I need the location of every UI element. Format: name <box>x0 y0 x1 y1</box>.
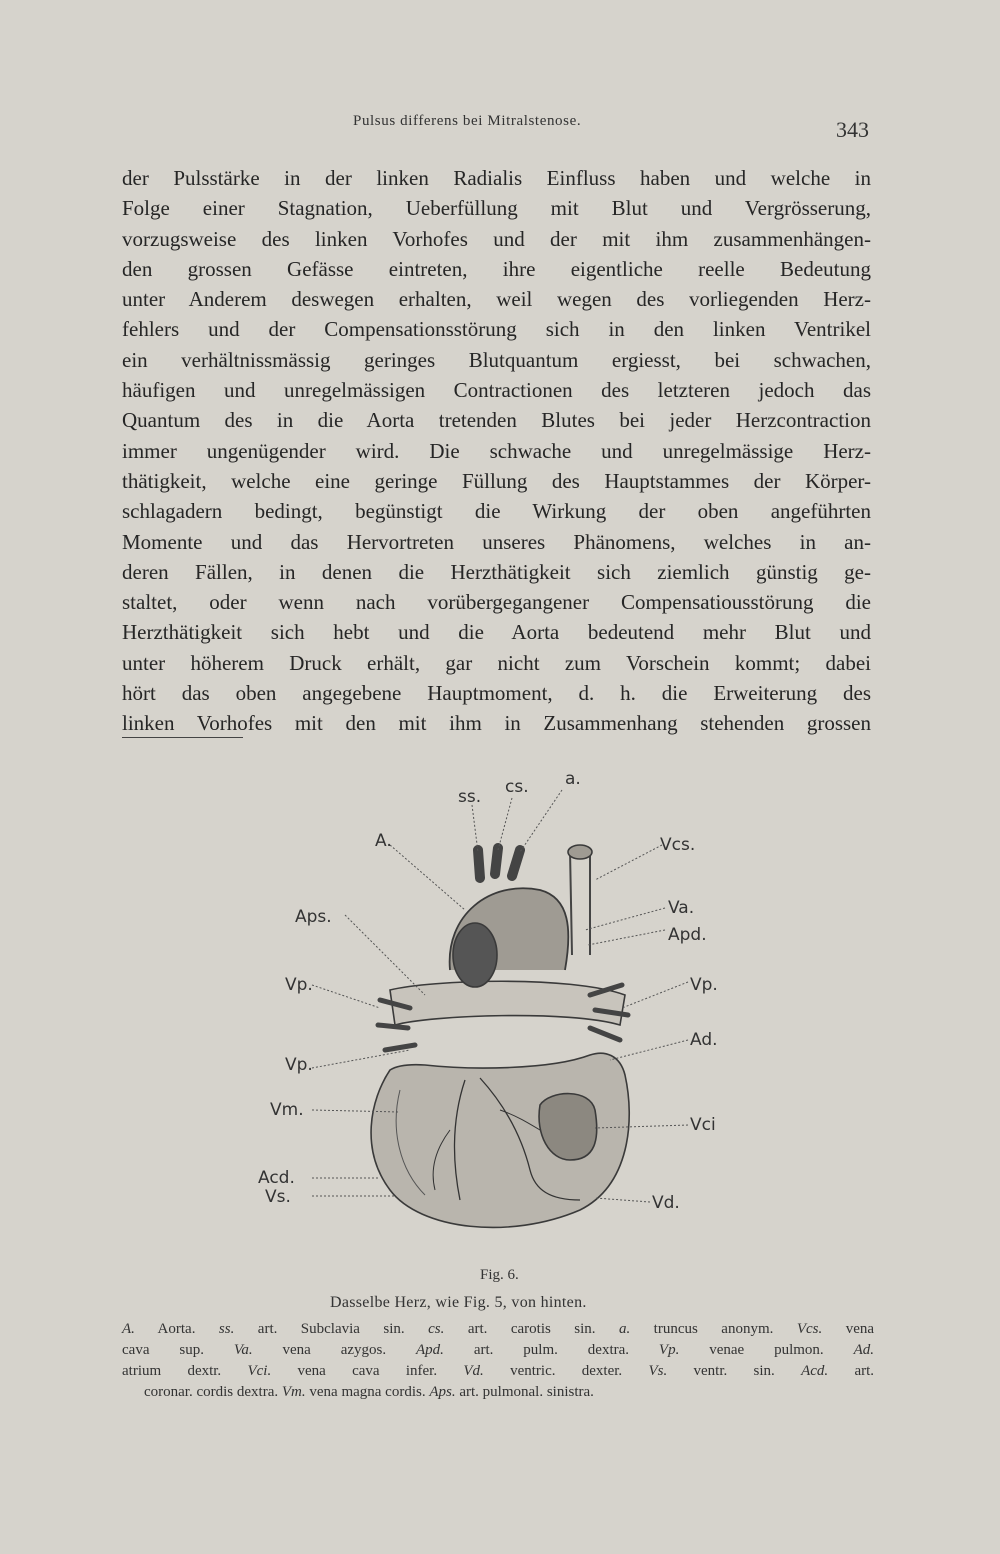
body-line: Folge einer Stagnation, Ueberfüllung mit Blut und Vergrösserung, <box>122 196 871 221</box>
figure-number: Fig. 6. <box>480 1267 519 1283</box>
body-line: Momente und das Hervortreten unseres Phänomens, welches in an- <box>122 529 871 554</box>
label-Aps: Aps. <box>295 907 332 927</box>
legend-abbreviation: Ad. <box>853 1342 874 1358</box>
legend-line <box>122 1361 874 1382</box>
legend-line <box>122 1319 874 1340</box>
label-ss: ss. <box>458 787 482 807</box>
label-Vd: Vd. <box>652 1193 680 1213</box>
legend-abbreviation: Vcs. <box>796 1321 823 1337</box>
figure-legend <box>122 1319 874 1403</box>
footnote-rule <box>122 737 243 738</box>
legend-text: art. <box>828 1363 875 1379</box>
body-line: deren Fällen, in denen die Herzthätigkeit sich ziemlich günstig ge- <box>122 559 871 584</box>
legend-text: vena azygos. <box>252 1342 417 1358</box>
body-line: schlagadern bedingt, begünstigt die Wirkung der oben angeführten <box>122 499 871 524</box>
body-line: den grossen Gefässe eintreten, ihre eigentliche reelle Bedeutung <box>122 256 871 281</box>
legend-text: art. carotis sin. <box>444 1321 619 1337</box>
legend-abbreviation: Apd. <box>416 1342 444 1358</box>
legend-text: ventr. sin. <box>667 1363 802 1379</box>
legend-text: art. pulm. dextra. <box>443 1342 659 1358</box>
legend-line <box>122 1340 874 1361</box>
legend-abbreviation: Va. <box>233 1342 253 1358</box>
page-number: 343 <box>836 117 869 142</box>
legend-abbreviation: Vs. <box>648 1363 668 1379</box>
body-line: ein verhältnissmässig geringes Blutquantum ergiesst, bei schwachen, <box>122 347 871 372</box>
legend-text: venae pulmon. <box>679 1342 854 1358</box>
heart-illustration <box>250 770 750 1250</box>
body-line: der Pulsstärke in der linken Radialis Einfluss haben und welche in <box>122 166 871 190</box>
legend-text: vena <box>822 1321 875 1337</box>
label-Ad: Ad. <box>690 1030 718 1050</box>
legend-text: vena cava infer. <box>271 1363 464 1379</box>
label-Vp-right: Vp. <box>690 975 718 995</box>
legend-abbreviation: Vd. <box>463 1363 484 1379</box>
label-Vci: Vci <box>690 1115 716 1135</box>
body-line: vorzugsweise des linken Vorhofes und der mit ihm zusammenhängen- <box>122 226 871 251</box>
body-line: häufigen und unregelmässigen Contractionen des letzteren jedoch das <box>122 378 871 403</box>
legend-abbreviation: Vp. <box>658 1342 680 1358</box>
legend-text: truncus anonym. <box>630 1321 797 1337</box>
label-Vp-left-lower: Vp. <box>285 1055 313 1075</box>
legend-text: vena magna cordis. <box>305 1384 430 1400</box>
body-line: immer ungenügender wird. Die schwache und unregelmässige Herz- <box>122 438 871 463</box>
label-cs: cs. <box>505 777 529 797</box>
legend-text: coronar. cordis dextra. <box>144 1384 282 1400</box>
heart-drawing <box>371 845 629 1227</box>
legend-abbreviation: Aps. <box>429 1384 456 1400</box>
body-line: thätigkeit, welche eine geringe Füllung des Hauptstammes der Körper- <box>122 468 871 493</box>
running-head: Pulsus differens bei Mitralstenose. <box>353 113 582 129</box>
body-line: unter Anderem deswegen erhalten, weil wegen des vorliegenden Herz- <box>122 287 871 312</box>
body-line: staltet, oder wenn nach vorübergegangener Compensatiousstörung die <box>122 590 871 615</box>
body-line: unter höherem Druck erhält, gar nicht zum Vorschein kommt; dabei <box>122 650 871 675</box>
label-Apd: Apd. <box>668 925 707 945</box>
legend-text: cava sup. <box>122 1342 234 1358</box>
label-A: A. <box>375 831 392 851</box>
body-text <box>122 163 871 739</box>
legend-abbreviation: A. <box>122 1321 135 1337</box>
legend-text: ventric. dexter. <box>483 1363 649 1379</box>
label-Vcs: Vcs. <box>660 835 696 855</box>
label-Vs: Vs. <box>265 1187 291 1207</box>
legend-abbreviation: Vci. <box>247 1363 272 1379</box>
body-line: fehlers und der Compensationsstörung sich in den linken Ventrikel <box>122 317 871 342</box>
legend-abbreviation: ss. <box>218 1321 235 1337</box>
figure-caption: Dasselbe Herz, wie Fig. 5, von hinten. <box>330 1294 587 1311</box>
legend-abbreviation: Vm. <box>281 1384 306 1400</box>
label-Vm: Vm. <box>270 1100 304 1120</box>
legend-text: art. pulmonal. sinistra. <box>455 1384 594 1400</box>
body-line: hört das oben angegebene Hauptmoment, d. h. die Erweiterung des <box>122 681 871 706</box>
legend-line <box>122 1382 874 1403</box>
legend-abbreviation: a. <box>618 1321 631 1337</box>
label-a: a. <box>565 770 581 789</box>
legend-text: Aorta. <box>134 1321 219 1337</box>
label-Vp-left-upper: Vp. <box>285 975 313 995</box>
body-line: linken Vorhofes mit den mit ihm in Zusammenhang stehenden grossen <box>122 711 871 736</box>
label-Acd: Acd. <box>258 1168 295 1188</box>
legend-text: art. Subclavia sin. <box>234 1321 429 1337</box>
legend-abbreviation: cs. <box>428 1321 445 1337</box>
body-line: Herzthätigkeit sich hebt und die Aorta bedeutend mehr Blut und <box>122 620 871 645</box>
legend-text: atrium dextr. <box>122 1363 248 1379</box>
body-line: Quantum des in die Aorta tretenden Blutes bei jeder Herzcontraction <box>122 408 871 433</box>
label-Va: Va. <box>668 898 695 918</box>
legend-abbreviation: Acd. <box>801 1363 829 1379</box>
